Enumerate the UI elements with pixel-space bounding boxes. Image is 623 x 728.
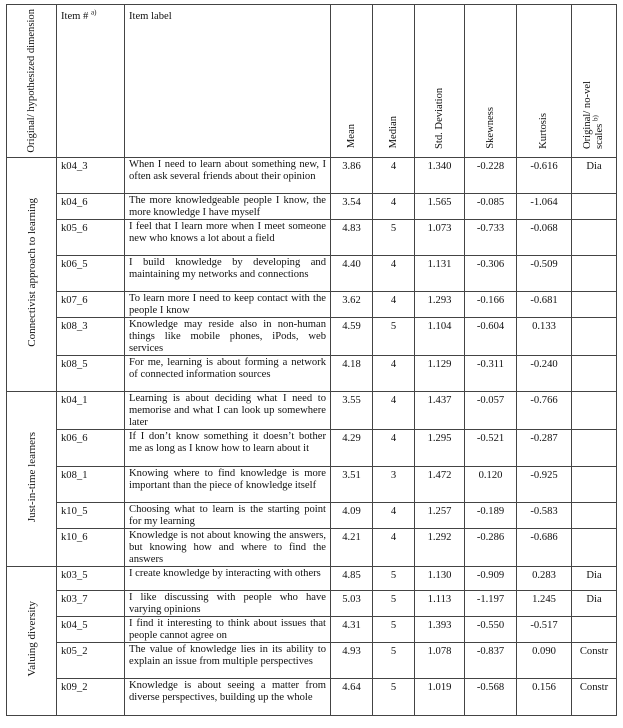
skewness-cell: 0.120 xyxy=(465,466,517,502)
std-cell: 1.078 xyxy=(415,642,465,678)
skewness-cell: -0.521 xyxy=(465,429,517,466)
item-cell: k04_5 xyxy=(57,616,125,642)
item-cell: k05_6 xyxy=(57,219,125,255)
item-cell: k06_6 xyxy=(57,429,125,466)
skewness-cell: -0.550 xyxy=(465,616,517,642)
scale-cell xyxy=(572,219,617,255)
item-cell: k03_5 xyxy=(57,566,125,590)
header-kurtosis: Kurtosis xyxy=(517,5,572,158)
scale-cell xyxy=(572,429,617,466)
label-cell: Knowing where to find knowledge is more important than the piece of knowledge itself xyxy=(125,466,331,502)
mean-cell: 4.93 xyxy=(331,642,373,678)
kurtosis-cell: -0.068 xyxy=(517,219,572,255)
scale-cell xyxy=(572,528,617,566)
label-cell: The more knowledgeable people I know, the more knowledge I have myself xyxy=(125,193,331,219)
mean-cell: 4.31 xyxy=(331,616,373,642)
kurtosis-cell: -1.064 xyxy=(517,193,572,219)
header-skewness: Skewness xyxy=(465,5,517,158)
item-cell: k09_2 xyxy=(57,678,125,715)
skewness-cell: -0.311 xyxy=(465,355,517,391)
header-std: Std. Deviation xyxy=(415,5,465,158)
item-cell: k04_1 xyxy=(57,391,125,429)
scale-cell: Constr xyxy=(572,678,617,715)
mean-cell: 4.18 xyxy=(331,355,373,391)
label-cell: I find it interesting to think about issues that people cannot agree on xyxy=(125,616,331,642)
item-cell: k05_2 xyxy=(57,642,125,678)
kurtosis-cell: -0.583 xyxy=(517,502,572,528)
scale-cell xyxy=(572,502,617,528)
median-cell: 4 xyxy=(373,528,415,566)
kurtosis-cell: 0.283 xyxy=(517,566,572,590)
kurtosis-cell: -0.517 xyxy=(517,616,572,642)
skewness-cell: -0.306 xyxy=(465,255,517,291)
std-cell: 1.073 xyxy=(415,219,465,255)
kurtosis-cell: -0.681 xyxy=(517,291,572,317)
scale-cell xyxy=(572,391,617,429)
header-median: Median xyxy=(373,5,415,158)
median-cell: 4 xyxy=(373,429,415,466)
item-cell: k04_6 xyxy=(57,193,125,219)
std-cell: 1.130 xyxy=(415,566,465,590)
skewness-cell: -0.837 xyxy=(465,642,517,678)
label-cell: I like discussing with people who have varying opinions xyxy=(125,590,331,616)
std-cell: 1.340 xyxy=(415,157,465,193)
mean-cell: 3.62 xyxy=(331,291,373,317)
kurtosis-cell: 0.090 xyxy=(517,642,572,678)
header-item xyxy=(57,5,125,158)
header-item-footnote: a) xyxy=(91,8,97,17)
table-row xyxy=(7,157,617,193)
std-cell: 1.393 xyxy=(415,616,465,642)
median-cell: 3 xyxy=(373,466,415,502)
skewness-cell: -0.085 xyxy=(465,193,517,219)
table-row xyxy=(7,193,617,219)
scale-cell: Dia xyxy=(572,157,617,193)
mean-cell: 3.86 xyxy=(331,157,373,193)
skewness-cell: -1.197 xyxy=(465,590,517,616)
header-dimension: Original/ hypothesized dimension xyxy=(7,5,57,158)
dimension-cell xyxy=(7,566,57,715)
std-cell: 1.019 xyxy=(415,678,465,715)
std-cell: 1.472 xyxy=(415,466,465,502)
scale-cell xyxy=(572,616,617,642)
median-cell: 5 xyxy=(373,678,415,715)
dimension-label: Connectivist approach to learning xyxy=(25,197,38,347)
scale-cell: Constr xyxy=(572,642,617,678)
table-row xyxy=(7,642,617,678)
header-scales-footnote: b) xyxy=(591,114,600,121)
item-cell: k04_3 xyxy=(57,157,125,193)
mean-cell: 5.03 xyxy=(331,590,373,616)
skewness-cell: -0.909 xyxy=(465,566,517,590)
label-cell: Knowledge may reside also in non-human things like mobile phones, iPods, web services xyxy=(125,317,331,355)
table-row xyxy=(7,616,617,642)
skewness-cell: -0.057 xyxy=(465,391,517,429)
table-row xyxy=(7,566,617,590)
dimension-cell xyxy=(7,157,57,391)
header-row xyxy=(7,5,617,158)
scale-cell xyxy=(572,317,617,355)
mean-cell: 4.59 xyxy=(331,317,373,355)
header-scales-label: Original/ no-vel scales xyxy=(582,80,605,149)
table-row xyxy=(7,317,617,355)
table-row xyxy=(7,528,617,566)
table-row xyxy=(7,291,617,317)
table-row xyxy=(7,391,617,429)
mean-cell: 4.40 xyxy=(331,255,373,291)
table-row xyxy=(7,255,617,291)
item-cell: k08_3 xyxy=(57,317,125,355)
table-row xyxy=(7,466,617,502)
kurtosis-cell: -0.287 xyxy=(517,429,572,466)
kurtosis-cell: -0.925 xyxy=(517,466,572,502)
scale-cell xyxy=(572,466,617,502)
median-cell: 4 xyxy=(373,502,415,528)
skewness-cell: -0.568 xyxy=(465,678,517,715)
skewness-cell: -0.733 xyxy=(465,219,517,255)
scale-cell: Dia xyxy=(572,590,617,616)
scale-cell xyxy=(572,255,617,291)
std-cell: 1.113 xyxy=(415,590,465,616)
scale-cell xyxy=(572,355,617,391)
item-cell: k08_5 xyxy=(57,355,125,391)
median-cell: 5 xyxy=(373,616,415,642)
item-cell: k10_6 xyxy=(57,528,125,566)
skewness-cell: -0.286 xyxy=(465,528,517,566)
kurtosis-cell: 0.156 xyxy=(517,678,572,715)
label-cell: I feel that I learn more when I meet someone new who knows a lot about a field xyxy=(125,219,331,255)
median-cell: 5 xyxy=(373,317,415,355)
mean-cell: 3.54 xyxy=(331,193,373,219)
median-cell: 5 xyxy=(373,566,415,590)
table-row xyxy=(7,678,617,715)
std-cell: 1.104 xyxy=(415,317,465,355)
header-mean: Mean xyxy=(331,5,373,158)
mean-cell: 4.83 xyxy=(331,219,373,255)
median-cell: 4 xyxy=(373,291,415,317)
median-cell: 4 xyxy=(373,157,415,193)
skewness-cell: -0.189 xyxy=(465,502,517,528)
std-cell: 1.437 xyxy=(415,391,465,429)
median-cell: 5 xyxy=(373,590,415,616)
std-cell: 1.257 xyxy=(415,502,465,528)
median-cell: 4 xyxy=(373,391,415,429)
item-cell: k03_7 xyxy=(57,590,125,616)
kurtosis-cell: -0.766 xyxy=(517,391,572,429)
kurtosis-cell: -0.686 xyxy=(517,528,572,566)
label-cell: Knowledge is not about knowing the answers, but knowing how and where to find the answers xyxy=(125,528,331,566)
label-cell: I create knowledge by interacting with others xyxy=(125,566,331,590)
label-cell: Choosing what to learn is the starting point for my learning xyxy=(125,502,331,528)
table-row xyxy=(7,590,617,616)
header-item-label: Item # xyxy=(61,11,89,22)
skewness-cell: -0.228 xyxy=(465,157,517,193)
mean-cell: 4.64 xyxy=(331,678,373,715)
scale-cell xyxy=(572,291,617,317)
mean-cell: 4.29 xyxy=(331,429,373,466)
kurtosis-cell: -0.240 xyxy=(517,355,572,391)
std-cell: 1.129 xyxy=(415,355,465,391)
std-cell: 1.293 xyxy=(415,291,465,317)
table-row xyxy=(7,355,617,391)
mean-cell: 4.85 xyxy=(331,566,373,590)
table-row xyxy=(7,502,617,528)
median-cell: 4 xyxy=(373,255,415,291)
label-cell: Learning is about deciding what I need to memorise and what I can look up somewhere later xyxy=(125,391,331,429)
scale-cell xyxy=(572,193,617,219)
label-cell: If I don’t know something it doesn’t bother me as long as I know how to learn about it xyxy=(125,429,331,466)
kurtosis-cell: -0.616 xyxy=(517,157,572,193)
mean-cell: 4.09 xyxy=(331,502,373,528)
std-cell: 1.292 xyxy=(415,528,465,566)
item-cell: k06_5 xyxy=(57,255,125,291)
item-cell: k07_6 xyxy=(57,291,125,317)
kurtosis-cell: 1.245 xyxy=(517,590,572,616)
median-cell: 5 xyxy=(373,219,415,255)
label-cell: Knowledge is about seeing a matter from diverse perspectives, building up the whole xyxy=(125,678,331,715)
mean-cell: 4.21 xyxy=(331,528,373,566)
std-cell: 1.565 xyxy=(415,193,465,219)
header-item-label-col: Item label xyxy=(125,5,331,158)
dimension-label: Valuing diversity xyxy=(25,600,38,677)
table-body xyxy=(7,157,617,715)
skewness-cell: -0.604 xyxy=(465,317,517,355)
statistics-table xyxy=(6,4,617,716)
table-row xyxy=(7,429,617,466)
header-scales xyxy=(572,5,617,158)
item-cell: k08_1 xyxy=(57,466,125,502)
kurtosis-cell: 0.133 xyxy=(517,317,572,355)
label-cell: When I need to learn about something new, I often ask several friends about their opinion xyxy=(125,157,331,193)
mean-cell: 3.55 xyxy=(331,391,373,429)
label-cell: For me, learning is about forming a network of connected information sources xyxy=(125,355,331,391)
dimension-label: Just-in-time learners xyxy=(25,431,38,522)
scale-cell: Dia xyxy=(572,566,617,590)
median-cell: 4 xyxy=(373,355,415,391)
label-cell: I build knowledge by developing and maintaining my networks and connections xyxy=(125,255,331,291)
skewness-cell: -0.166 xyxy=(465,291,517,317)
label-cell: The value of knowledge lies in its ability to explain an issue from multiple perspectives xyxy=(125,642,331,678)
dimension-cell xyxy=(7,391,57,566)
item-cell: k10_5 xyxy=(57,502,125,528)
mean-cell: 3.51 xyxy=(331,466,373,502)
table-row xyxy=(7,219,617,255)
median-cell: 5 xyxy=(373,642,415,678)
std-cell: 1.295 xyxy=(415,429,465,466)
label-cell: To learn more I need to keep contact with the people I know xyxy=(125,291,331,317)
median-cell: 4 xyxy=(373,193,415,219)
std-cell: 1.131 xyxy=(415,255,465,291)
kurtosis-cell: -0.509 xyxy=(517,255,572,291)
